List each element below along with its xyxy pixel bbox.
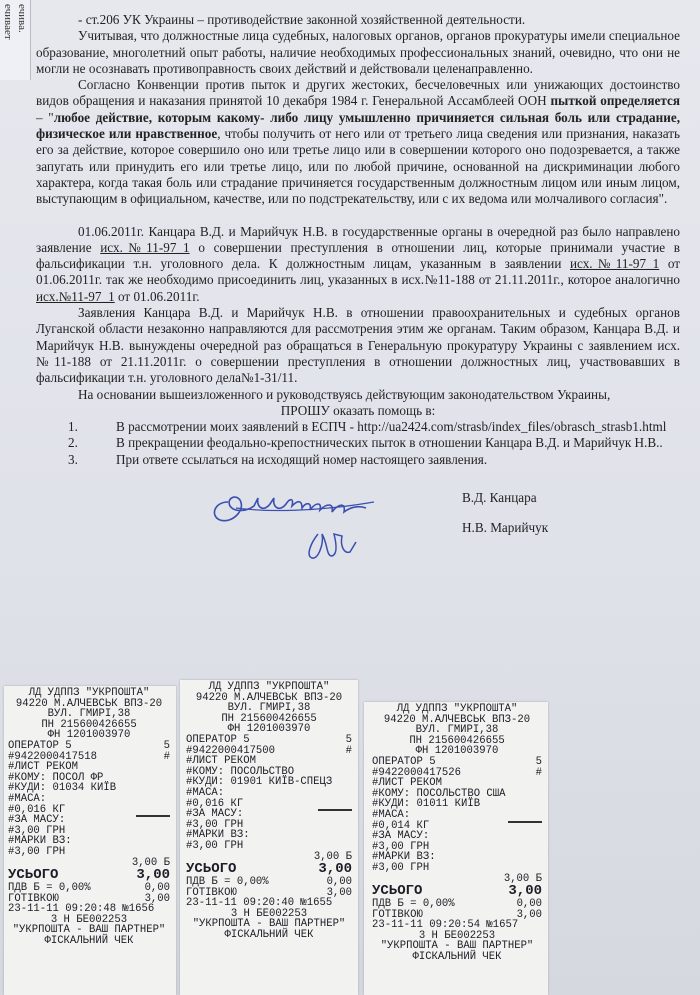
request-item-3 — [36, 452, 680, 468]
mass-value: #0,016 КГ — [186, 797, 244, 810]
signer-name-2: Н.В. Марийчук — [462, 520, 549, 536]
item-text: В рассмотрении моих заявлений в ЕСПЧ - http://ua2424.com/strasb/index_files/obrasch_strasb1.html — [116, 419, 667, 435]
receipt-stamps-row — [372, 863, 542, 874]
fiscal-check-label: ФІСКАЛЬНИЙ ЧЕК — [412, 951, 502, 964]
paragraph-3 — [36, 77, 680, 207]
recipient: #КОМУ: ПОСОЛ ФР — [8, 771, 104, 784]
partner-slogan: "УКРПОШТА - ВАШ ПАРТНЕР" — [192, 918, 346, 931]
p4-text-a: 01.06.2011г. Канцара В.Д. и Марийчук Н.В. в государственные органы в очередной раз было направлено заявление — [36, 223, 680, 255]
vat-label: ПДВ Б = 0,00% — [8, 882, 91, 895]
receipt-mass-label-row — [186, 788, 352, 799]
cash-label: ГОТІВКОЮ — [186, 886, 237, 899]
item-number: 3. — [68, 451, 78, 467]
total-label: УСЬОГО — [8, 867, 59, 884]
vat-label: ПДВ Б = 0,00% — [372, 898, 455, 911]
vat-value: 0,00 — [326, 876, 352, 889]
p3-bold-quote: любое действие, которым какому- либо лицу умышленно причиняется сильная боль или страдание, физическое или нравственное — [36, 109, 680, 142]
item-type: #ЛИСТ РЕКОМ — [372, 777, 442, 790]
reference-link-2: исх.№11-97_1 — [569, 256, 660, 272]
barcode-number: #9422000417518 — [8, 750, 98, 763]
mass-value: #0,016 КГ — [8, 803, 66, 816]
reference-link-3: исх.№11-97_1 — [36, 288, 115, 304]
p3-text-c: – " — [36, 109, 54, 125]
barcode-number: #9422000417526 — [372, 766, 462, 779]
receipt-header-line: 94220 М.АЛЧЕВСЬК ВПЗ-20 — [15, 697, 163, 710]
paragraph-1: - ст.206 УК Украины – противодействие законной хозяйственной деятельности. — [78, 12, 526, 27]
postal-receipt-3 — [364, 702, 548, 995]
receipt-header-line: ПН 215600426655 — [409, 734, 505, 747]
edge-text-2: ечива. — [16, 4, 28, 33]
stamps-value: #3,00 ГРН — [186, 839, 244, 852]
fiscal-id: 3 Н БЕ002253 — [418, 929, 496, 942]
receipt-fiscal-row — [372, 952, 542, 963]
datetime: 23-11-11 09:20:40 №1655 — [186, 897, 333, 910]
fee-value: #3,00 ГРН — [8, 824, 66, 837]
reference-link-1: исх.№11-97_1 — [100, 239, 190, 255]
signer-name-1: В.Д. Канцара — [462, 490, 537, 506]
fee-label: #ЗА МАСУ: — [372, 830, 430, 843]
total-value: 3,00 — [136, 867, 170, 884]
sum-value: 3,00 Б — [131, 856, 170, 869]
receipt-header-line: ВУЛ. ГМИРІ,38 — [227, 702, 311, 715]
cash-label: ГОТІВКОЮ — [8, 892, 59, 905]
pen-mark-icon — [318, 809, 352, 820]
paragraph-5: Заявления Канцара В.Д. и Марийчук Н.В. в отношении правоохранительных и судебных органов Луганской области незаконно направляются для рассмотрения этим же органам. Таким образом, Канцара В.Д. и Марийчук Н.В. вынуждены очередной раз обращаться в Генеральную прокуратуру Украины с заявлением исх.№11-188 от 21.11.2011г. о совершении преступления в отношении должностных лиц, участвовавших в фальсификации т.н. уголовного дела№1-31/11. — [36, 305, 680, 386]
fiscal-check-label: ФІСКАЛЬНИЙ ЧЕК — [44, 935, 134, 948]
receipt-header-line: ЛД УДППЗ "УКРПОШТА" — [28, 687, 150, 699]
mass-label: #МАСА: — [372, 808, 411, 821]
request-heading: ПРОШУ оказать помощь в: — [280, 402, 436, 418]
receipt-header-line: ЛД УДППЗ "УКРПОШТА" — [396, 703, 518, 715]
stamps-value: #3,00 ГРН — [8, 845, 66, 858]
p3-text-a: Согласно Конвенции против пыток и других жестоких, бесчеловечных или унижающих достоинство видов обращения и наказания принятой 10 декабря 1984 г. Генеральной Ассамблеей ООН — [36, 77, 680, 109]
receipt-stamps-row — [186, 841, 352, 852]
receipt-header-line: ВУЛ. ГМИРІ,38 — [415, 724, 499, 737]
receipt-operator-row — [372, 757, 542, 768]
receipt-header-line: 94220 М.АЛЧЕВСЬК ВПЗ-20 — [195, 691, 343, 704]
operator-number: 5 — [163, 739, 170, 752]
receipt-stamps-row — [8, 847, 170, 858]
letter-body — [36, 12, 680, 558]
stamps-label: #МАРКИ ВЗ: — [186, 829, 250, 842]
stamps-value: #3,00 ГРН — [372, 861, 430, 874]
p4-text-c: от 01.06.2011г. так же необходимо присоединить лиц, указанных в исх.№11-188 от 21.11.2011г., которое аналогично — [36, 256, 681, 288]
operator-number: 5 — [535, 755, 542, 768]
datetime: 23-11-11 09:20:48 №1656 — [8, 903, 155, 916]
operator-label: ОПЕРАТОР 5 — [372, 755, 436, 768]
paragraph-6: На основании вышеизложенного и руководствуясь действующим законодательством Украины, — [78, 386, 611, 402]
receipt-header-line: ФН 1201003970 — [415, 745, 499, 758]
recipient: #КОМУ: ПОСОЛЬСТВО — [186, 765, 295, 778]
receipt-mass-label-row — [372, 810, 542, 821]
pen-mark-icon — [508, 821, 542, 832]
destination: #КУДИ: 01901 КИЇВ-СПЕЦЗ — [186, 776, 333, 789]
fee-label: #ЗА МАСУ: — [186, 808, 244, 821]
cash-label: ГОТІВКОЮ — [372, 908, 423, 921]
item-type: #ЛИСТ РЕКОМ — [186, 755, 256, 768]
cash-value: 3,00 — [516, 908, 542, 921]
partner-slogan: "УКРПОШТА - ВАШ ПАРТНЕР" — [12, 924, 166, 937]
signature-block — [36, 468, 680, 558]
receipt-header-line: ЛД УДППЗ "УКРПОШТА" — [208, 681, 330, 693]
operator-label: ОПЕРАТОР 5 — [8, 739, 72, 752]
fee-label: #ЗА МАСУ: — [8, 814, 66, 827]
paragraph-4 — [36, 224, 680, 305]
receipt-header-line: ВУЛ. ГМИРІ,38 — [47, 708, 131, 721]
recipient: #КОМУ: ПОСОЛЬСТВО США — [372, 787, 506, 800]
folded-edge-strip — [0, 0, 31, 80]
receipt-header-line: ПН 215600426655 — [41, 718, 137, 731]
receipt-header-line: ФН 1201003970 — [47, 729, 131, 742]
receipt-total-row — [186, 862, 352, 877]
barcode-number: #9422000417500 — [186, 744, 276, 757]
partner-slogan: "УКРПОШТА - ВАШ ПАРТНЕР" — [380, 940, 534, 953]
item-number: 1. — [68, 419, 78, 435]
sum-value: 3,00 Б — [313, 850, 352, 863]
fee-value: #3,00 ГРН — [186, 818, 244, 831]
receipt-fiscal-row — [8, 936, 170, 947]
total-value: 3,00 — [318, 861, 352, 878]
receipt-total-row — [8, 868, 170, 883]
receipt-fiscal-row — [186, 930, 352, 941]
mass-label: #МАСА: — [186, 786, 225, 799]
hash-mark: # — [163, 750, 170, 763]
datetime: 23-11-11 09:20:54 №1657 — [372, 919, 519, 932]
hash-mark: # — [535, 766, 542, 779]
item-text: В прекращении феодально-крепостнических пыток в отношении Канцара В.Д. и Марийчук Н.В.. — [116, 435, 663, 451]
vat-value: 0,00 — [516, 898, 542, 911]
cash-value: 3,00 — [144, 892, 170, 905]
mass-value: #0,014 КГ — [372, 819, 430, 832]
total-label: УСЬОГО — [372, 883, 423, 900]
edge-text-1: ечивает — [2, 4, 14, 40]
p3-bold-definition: пыткой определяется — [550, 93, 680, 109]
postal-receipt-2 — [180, 680, 358, 995]
item-type: #ЛИСТ РЕКОМ — [8, 761, 78, 774]
stamps-label: #МАРКИ ВЗ: — [372, 851, 436, 864]
cash-value: 3,00 — [326, 886, 352, 899]
sum-value: 3,00 Б — [503, 872, 542, 885]
receipt-header-line: 94220 М.АЛЧЕВСЬК ВПЗ-20 — [383, 713, 531, 726]
handwritten-signature-icon — [206, 472, 396, 562]
vat-value: 0,00 — [144, 882, 170, 895]
operator-number: 5 — [345, 733, 352, 746]
mass-label: #МАСА: — [8, 792, 47, 805]
fiscal-id: 3 Н БЕ002253 — [50, 913, 128, 926]
request-item-2 — [36, 435, 680, 451]
p3-text-e: , чтобы получить от него или от третьего лица сведения или признания, наказать его за действие, которое совершило оно или третье лицо или в совершении которого оно подозревается, а также запугать или принудить его или третье лицо, или по любой причине, основанной на дискриминации любого характера, когда такая боль или страдание причиняется государственным должностным лицом или иным лицом, выступающим в официальном, качестве, или по подстрекательству, или с их ведома или молчаливого согласия". — [36, 126, 680, 207]
p4-text-d: от 01.06.2011г. — [114, 288, 200, 304]
receipt-operator-row — [186, 735, 352, 746]
postal-receipt-1 — [4, 686, 176, 995]
destination: #КУДИ: 01011 КИЇВ — [372, 798, 481, 811]
request-item-1 — [36, 419, 680, 435]
stamps-label: #МАРКИ ВЗ: — [8, 835, 72, 848]
receipt-total-row — [372, 884, 542, 899]
p4-text-b: о совершении преступления в отношении лиц, которые принимали участие в фальсификации т.н. уголовного дела. К должностным лицам, указанным в заявлении — [36, 239, 680, 272]
item-number: 2. — [68, 435, 78, 451]
paragraph-2: Учитывая, что должностные лица судебных, налоговых органов, органов прокуратуры имели специальное образование, многолетний опыт работы, наличие необходимых профессиональных знаний, очевидно, что они не могли не осознавать противоправность своих действий и действовали целенаправленно. — [36, 28, 680, 76]
receipt-header-line: ФН 1201003970 — [227, 723, 311, 736]
fiscal-id: 3 Н БЕ002253 — [230, 907, 308, 920]
operator-label: ОПЕРАТОР 5 — [186, 733, 250, 746]
vat-label: ПДВ Б = 0,00% — [186, 876, 269, 889]
fee-value: #3,00 ГРН — [372, 840, 430, 853]
fiscal-check-label: ФІСКАЛЬНИЙ ЧЕК — [224, 929, 314, 942]
hash-mark: # — [345, 744, 352, 757]
receipt-header-line: ПН 215600426655 — [221, 712, 317, 725]
receipt-mass-label-row — [8, 794, 170, 805]
total-value: 3,00 — [508, 883, 542, 900]
total-label: УСЬОГО — [186, 861, 237, 878]
pen-mark-icon — [136, 815, 170, 826]
destination: #КУДИ: 01034 КИЇВ — [8, 782, 117, 795]
receipt-operator-row — [8, 741, 170, 752]
item-text: При ответе ссылаться на исходящий номер настоящего заявления. — [116, 451, 488, 467]
